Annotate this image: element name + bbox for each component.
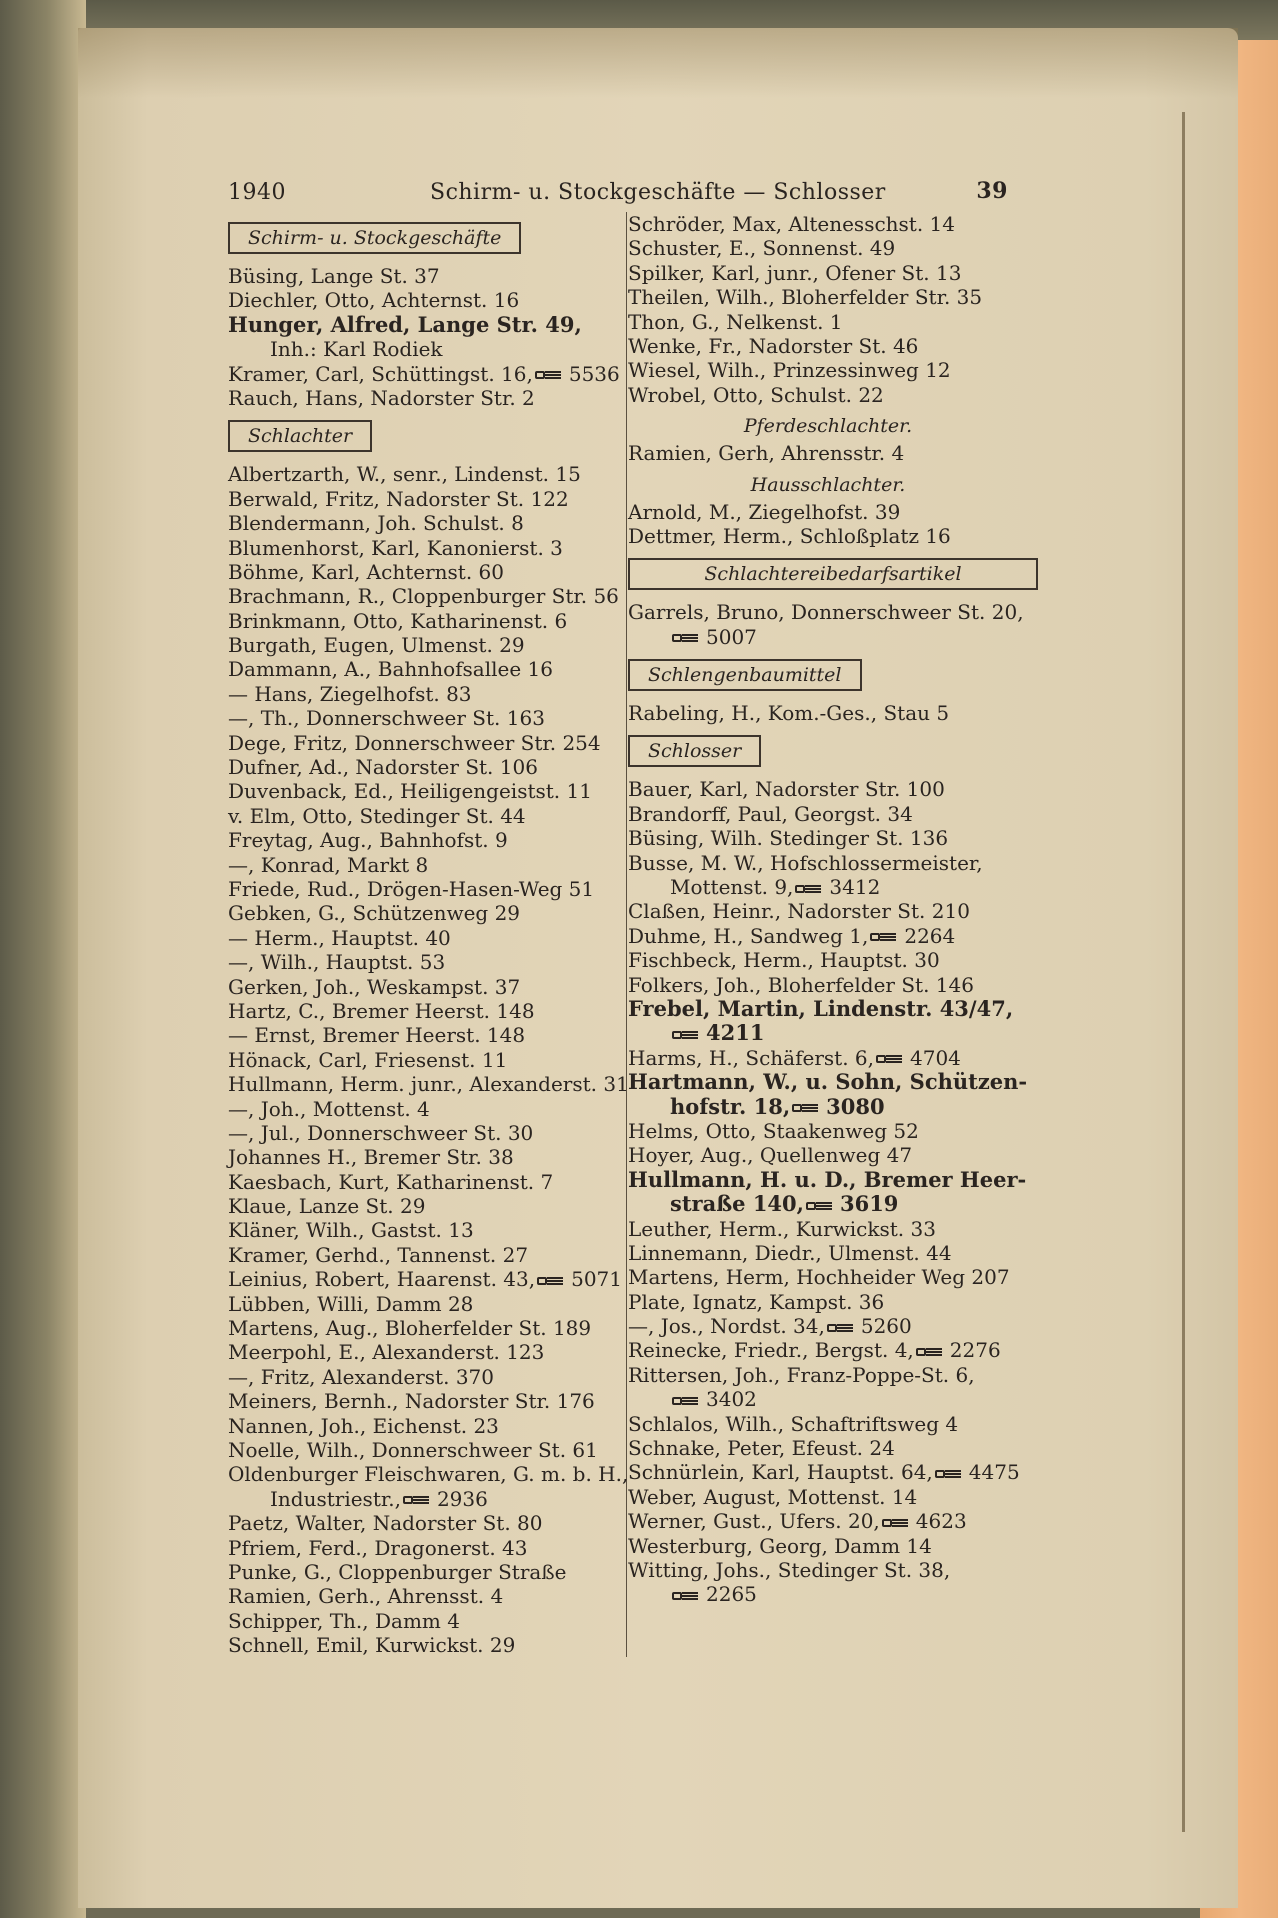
entry-text: Rabeling, H., Kom.-Ges., Stau 5: [628, 701, 950, 726]
telephone-icon: [795, 883, 823, 895]
directory-entry: [628, 1412, 1028, 1436]
entry-text: Thon, G., Nelkenst. 1: [628, 309, 843, 334]
entry-text: —, Konrad, Markt 8: [228, 852, 429, 877]
directory-entry: [228, 1194, 618, 1218]
entry-text: Hullmann, H. u. D., Bremer Heer-: [628, 1166, 1027, 1192]
entry-text: Helms, Otto, Staakenweg 52: [628, 1118, 919, 1143]
entry-text: Gerken, Joh., Weskampst. 37: [228, 974, 521, 999]
telephone-icon: [672, 1029, 700, 1041]
entry-text: — Herm., Hauptst. 40: [228, 925, 451, 950]
directory-entry: [628, 1119, 1028, 1143]
entry-text: Schnake, Peter, Efeust. 24: [628, 1436, 895, 1461]
entry-text: Lübben, Willi, Damm 28: [228, 1291, 474, 1316]
phone-number: 3619: [839, 1191, 899, 1217]
directory-entry: [628, 261, 1028, 285]
directory-entry: [228, 1316, 618, 1340]
section-heading: [628, 649, 1028, 701]
subsection-heading: Hausschlachter.: [750, 473, 906, 496]
entry-text: —, Fritz, Alexanderst. 370: [228, 1364, 494, 1389]
entry-text: Brandorff, Paul, Georgst. 34: [628, 801, 913, 826]
directory-entry: [228, 1145, 618, 1169]
directory-entry: [228, 264, 618, 288]
entry-text: Linnemann, Diedr., Ulmenst. 44: [628, 1240, 952, 1265]
directory-entry: [628, 777, 1028, 801]
phone-number: 5071: [571, 1267, 622, 1292]
directory-entry: [628, 875, 1028, 899]
section-heading: [228, 212, 618, 264]
entry-text: Kläner, Wilh., Gastst. 13: [228, 1218, 474, 1243]
entry-text: Nannen, Joh., Eichenst. 23: [228, 1413, 499, 1438]
directory-entry: [228, 1438, 618, 1462]
directory-entry: [228, 313, 618, 337]
entry-text: —, Jos., Nordst. 34,: [628, 1314, 825, 1339]
entry-text: Mottenst. 9,: [670, 875, 794, 900]
entry-text: Wrobel, Otto, Schulst. 22: [628, 382, 884, 407]
entry-text: Hartmann, W., u. Sohn, Schützen-: [628, 1069, 1028, 1095]
directory-entry: [228, 511, 618, 535]
directory-entry: [228, 853, 618, 877]
phone-number: 4623: [915, 1509, 967, 1534]
directory-entry: [228, 1121, 618, 1145]
directory-entry: [628, 1363, 1028, 1387]
directory-entry: [228, 950, 618, 974]
phone-number: 3412: [829, 875, 881, 900]
entry-text: Rittersen, Joh., Franz-Poppe-St. 6,: [628, 1362, 975, 1387]
directory-entry: [228, 1609, 618, 1633]
directory-entry: [628, 1460, 1028, 1484]
directory-entry: [628, 500, 1028, 524]
directory-entry: [228, 779, 618, 803]
book-spine-edge: [0, 0, 86, 1918]
entry-text: Leinius, Robert, Haarenst. 43,: [228, 1267, 536, 1292]
telephone-icon: [672, 1395, 700, 1407]
entry-text: Bauer, Karl, Nadorster Str. 100: [628, 777, 945, 802]
directory-entry: [228, 1511, 618, 1535]
directory-entry: [228, 1487, 618, 1511]
entry-text: Meerpohl, E., Alexanderst. 123: [228, 1340, 545, 1365]
directory-entry: [228, 1560, 618, 1584]
header-title: Schirm- u. Stockgeschäfte — Schlosser: [430, 180, 886, 205]
directory-entry: [228, 1365, 618, 1389]
entry-text: Schnell, Emil, Kurwickst. 29: [228, 1633, 516, 1658]
right-column: [628, 212, 1028, 1607]
section-heading-label: Schirm- u. Stockgeschäfte: [228, 222, 521, 254]
entry-text: Blumenhorst, Karl, Kanonierst. 3: [228, 535, 563, 560]
directory-entry: [628, 1046, 1028, 1070]
entry-text: Weber, August, Mottenst. 14: [628, 1484, 918, 1509]
entry-text: Punke, G., Cloppenburger Straße: [228, 1559, 567, 1584]
directory-entry: [628, 212, 1028, 236]
entry-text: Hartz, C., Bremer Heerst. 148: [228, 998, 535, 1023]
entry-text: Ramien, Gerh., Ahrensst. 4: [228, 1584, 504, 1609]
entry-text: Busse, M. W., Hofschlossermeister,: [628, 850, 983, 875]
directory-entry: [628, 1217, 1028, 1241]
directory-entry: [228, 584, 618, 608]
directory-entry: [628, 1509, 1028, 1533]
directory-entry: [628, 334, 1028, 358]
page-header: [228, 176, 1008, 210]
telephone-icon: [870, 931, 898, 943]
entry-text: Spilker, Karl, junr., Ofener St. 13: [628, 260, 962, 285]
directory-entry: [228, 1097, 618, 1121]
entry-text: Kramer, Carl, Schüttingst. 16,: [228, 361, 533, 386]
telephone-icon: [935, 1468, 963, 1480]
entry-text: Hoyer, Aug., Quellenweg 47: [628, 1143, 913, 1168]
directory-entry: [628, 1338, 1028, 1362]
directory-entry: [228, 975, 618, 999]
directory-entry: [228, 536, 618, 560]
telephone-icon: [916, 1346, 944, 1358]
directory-entry: [228, 1389, 618, 1413]
entry-text: Schlalos, Wilh., Schaftriftsweg 4: [628, 1411, 959, 1436]
directory-entry: [228, 1218, 618, 1242]
header-year: 1940: [228, 180, 286, 205]
phone-number: 4475: [968, 1460, 1020, 1485]
entry-text: Wiesel, Wilh., Prinzessinweg 12: [628, 358, 951, 383]
entry-text: Dammann, A., Bahnhofsallee 16: [228, 657, 553, 682]
directory-entry: [228, 487, 618, 511]
directory-entry: [628, 1095, 1028, 1119]
directory-entry: [628, 236, 1028, 260]
directory-entry: [228, 877, 618, 901]
directory-entry: [228, 609, 618, 633]
entry-text: Werner, Gust., Ufers. 20,: [628, 1509, 880, 1534]
entry-text: Böhme, Karl, Achternst. 60: [228, 559, 504, 584]
entry-text: Frebel, Martin, Lindenstr. 43/47,: [628, 995, 1014, 1021]
entry-text: Oldenburger Fleischwaren, G. m. b. H.,: [228, 1462, 629, 1487]
section-heading: [628, 558, 1028, 590]
entry-text: —, Th., Donnerschweer St. 163: [228, 706, 545, 731]
phone-number: 5536: [568, 361, 620, 386]
entry-text: Gebken, G., Schützenweg 29: [228, 901, 521, 926]
section-heading: [628, 725, 1028, 777]
entry-text: Hunger, Alfred, Lange Str. 49,: [228, 311, 582, 337]
directory-entry: [628, 358, 1028, 382]
directory-entry: [628, 1241, 1028, 1265]
directory-entry: [628, 826, 1028, 850]
entry-text: Hönack, Carl, Friesenst. 11: [228, 1047, 508, 1072]
directory-entry: [228, 1267, 622, 1292]
entry-text: Schipper, Th., Damm 4: [228, 1608, 460, 1633]
entry-text: Dege, Fritz, Donnerschweer Str. 254: [228, 730, 601, 755]
directory-entry: [228, 1170, 618, 1194]
entry-text: Brinkmann, Otto, Katharinenst. 6: [228, 608, 568, 633]
section-heading-label: Schlachtereibedarfsartikel: [628, 558, 1038, 590]
entry-text: Fischbeck, Herm., Hauptst. 30: [628, 948, 940, 973]
directory-entry: [628, 701, 1028, 725]
entry-text: Kaesbach, Kurt, Katharinenst. 7: [228, 1169, 554, 1194]
phone-number: 3402: [706, 1387, 757, 1412]
entry-text: Rauch, Hans, Nadorster Str. 2: [228, 385, 535, 410]
directory-entry: [628, 1314, 1028, 1338]
entry-text: Plate, Ignatz, Kampst. 36: [628, 1289, 885, 1314]
entry-text: Reinecke, Friedr., Bergst. 4,: [628, 1338, 914, 1363]
directory-entry: [228, 804, 618, 828]
directory-entry: [228, 1292, 618, 1316]
subsection-heading: Pferdeschlachter.: [743, 415, 913, 438]
directory-entry: [228, 288, 618, 312]
entry-text: Dufner, Ad., Nadorster St. 106: [228, 755, 538, 780]
phone-number: 2265: [706, 1582, 757, 1607]
directory-entry: [228, 1243, 618, 1267]
telephone-icon: [806, 1200, 834, 1212]
entry-text: Noelle, Wilh., Donnerschweer St. 61: [228, 1437, 598, 1462]
entry-text: Wenke, Fr., Nadorster St. 46: [628, 333, 919, 358]
directory-entry: [628, 1485, 1028, 1509]
directory-entry: [228, 999, 618, 1023]
entry-text: Martens, Aug., Bloherfelder St. 189: [228, 1316, 592, 1341]
directory-entry: [628, 1265, 1028, 1289]
directory-entry: [628, 1436, 1028, 1460]
column-divider: [626, 212, 627, 1657]
entry-text: Johannes H., Bremer Str. 38: [228, 1145, 514, 1170]
directory-entry: [628, 600, 1028, 624]
entry-text: Büsing, Wilh. Stedinger St. 136: [628, 826, 949, 851]
directory-entry: [228, 1584, 618, 1608]
entry-text: Schnürlein, Karl, Hauptst. 64,: [628, 1460, 933, 1485]
entry-text: —, Wilh., Hauptst. 53: [228, 950, 446, 975]
entry-text: Meiners, Bernh., Nadorster Str. 176: [228, 1389, 595, 1414]
entry-text: Hullmann, Herm. junr., Alexanderst. 31: [228, 1072, 629, 1097]
directory-entry: [228, 337, 618, 361]
telephone-icon: [535, 369, 563, 381]
directory-entry: [228, 1462, 629, 1487]
directory-entry: [228, 657, 618, 681]
entry-text: Schuster, E., Sonnenst. 49: [628, 236, 896, 261]
directory-entry: [228, 1536, 618, 1560]
entry-text: Theilen, Wilh., Bloherfelder Str. 35: [628, 285, 983, 310]
entry-text: v. Elm, Otto, Stedinger St. 44: [228, 803, 526, 828]
directory-entry: [628, 1070, 1028, 1094]
directory-entry: [228, 1048, 618, 1072]
section-heading-label: Schlengenbaumittel: [628, 659, 862, 691]
entry-text: Freytag, Aug., Bahnhofst. 9: [228, 828, 508, 853]
phone-number: 2936: [436, 1486, 488, 1511]
entry-text: Schröder, Max, Altenesschst. 14: [628, 212, 956, 236]
section-heading-label: Schlosser: [628, 735, 761, 767]
entry-text: —, Joh., Mottenst. 4: [228, 1096, 430, 1121]
directory-entry: [228, 1633, 618, 1657]
entry-text: Harms, H., Schäferst. 6,: [628, 1045, 874, 1070]
directory-entry: [228, 1072, 629, 1097]
directory-entry: [628, 1021, 1028, 1045]
phone-number: 5007: [706, 624, 757, 649]
entry-text: Witting, Johs., Stedinger St. 38,: [628, 1557, 951, 1582]
phone-number: 4704: [910, 1045, 961, 1070]
telephone-icon: [672, 632, 700, 644]
directory-entry: [628, 997, 1028, 1021]
phone-number: 4211: [706, 1020, 765, 1046]
phone-number: 2264: [904, 923, 956, 948]
entry-text: — Ernst, Bremer Heerst. 148: [228, 1023, 526, 1048]
entry-text: Berwald, Fritz, Nadorster St. 122: [228, 486, 569, 511]
entry-text: Friede, Rud., Drögen-Hasen-Weg 51: [228, 876, 595, 901]
entry-text: Duvenback, Ed., Heiligengeistst. 11: [228, 779, 592, 804]
phone-number: 5260: [860, 1314, 912, 1339]
entry-text: Garrels, Bruno, Donnerschweer St. 20,: [628, 600, 1024, 625]
telephone-icon: [403, 1494, 431, 1506]
directory-entry: [228, 386, 618, 410]
directory-entry: [628, 802, 1028, 826]
directory-entry: [628, 1290, 1028, 1314]
entry-text: Claßen, Heinr., Nadorster St. 210: [628, 899, 970, 924]
directory-entry: [228, 755, 618, 779]
entry-text: Brachmann, R., Cloppenburger Str. 56: [228, 584, 619, 609]
entry-text: Pfriem, Ferd., Dragonerst. 43: [228, 1535, 528, 1560]
directory-entry: [228, 1340, 618, 1364]
directory-entry: [628, 973, 1028, 997]
telephone-icon: [537, 1275, 565, 1287]
directory-entry: [228, 926, 618, 950]
telephone-icon: [792, 1102, 820, 1114]
entry-text: Büsing, Lange St. 37: [228, 264, 440, 288]
directory-entry: [628, 441, 1028, 465]
entry-text: Duhme, H., Sandweg 1,: [628, 923, 869, 948]
directory-entry: [628, 1168, 1028, 1192]
directory-entry: [228, 731, 618, 755]
directory-entry: [628, 1534, 1028, 1558]
directory-entry: [628, 383, 1028, 407]
telephone-icon: [827, 1322, 855, 1334]
directory-entry: [228, 462, 618, 486]
entry-text: hofstr. 18,: [670, 1093, 791, 1119]
directory-entry: [228, 901, 618, 925]
directory-entry: [628, 924, 1028, 948]
entry-text: — Hans, Ziegelhofst. 83: [228, 681, 472, 706]
page-top-shadow: [78, 28, 1238, 98]
entry-text: Dettmer, Herm., Schloßplatz 16: [628, 523, 951, 548]
directory-entry: [628, 851, 1028, 875]
directory-entry: [628, 1582, 1028, 1606]
page-edge-line: [1182, 112, 1185, 1832]
entry-text: Folkers, Joh., Bloherfelder St. 146: [628, 972, 974, 997]
entry-text: Blendermann, Joh. Schulst. 8: [228, 511, 524, 536]
entry-text: Inh.: Karl Rodiek: [270, 337, 443, 362]
directory-entry: [228, 1023, 618, 1047]
directory-entry: [628, 625, 1028, 649]
directory-entry: [228, 1414, 618, 1438]
entry-text: Arnold, M., Ziegelhofst. 39: [628, 499, 901, 524]
entry-text: Westerburg, Georg, Damm 14: [628, 1533, 932, 1558]
left-column: [228, 212, 629, 1658]
directory-entry: [628, 1192, 1028, 1216]
directory-entry: [228, 682, 618, 706]
directory-entry: [228, 362, 618, 386]
entry-text: Martens, Herm, Hochheider Weg 207: [628, 1265, 1010, 1290]
entry-text: Leuther, Herm., Kurwickst. 33: [628, 1216, 936, 1241]
phone-number: 2276: [949, 1338, 1001, 1363]
directory-entry: [228, 828, 618, 852]
entry-text: Ramien, Gerh, Ahrensstr. 4: [628, 441, 905, 466]
directory-entry: [228, 706, 618, 730]
directory-entry: [628, 285, 1028, 309]
directory-entry: [228, 633, 618, 657]
directory-entry: [628, 1558, 1028, 1582]
entry-text: Industriestr.,: [270, 1486, 401, 1511]
entry-text: straße 140,: [670, 1191, 804, 1217]
telephone-icon: [672, 1590, 700, 1602]
entry-text: —, Jul., Donnerschweer St. 30: [228, 1120, 534, 1145]
entry-text: Albertzarth, W., senr., Lindenst. 15: [228, 462, 581, 487]
directory-entry: [628, 948, 1028, 972]
directory-entry: [628, 899, 1028, 923]
telephone-icon: [876, 1053, 904, 1065]
entry-text: Paetz, Walter, Nadorster St. 80: [228, 1511, 543, 1536]
directory-entry: [228, 560, 618, 584]
directory-entry: [628, 524, 1028, 548]
entry-text: Burgath, Eugen, Ulmenst. 29: [228, 633, 525, 658]
telephone-icon: [882, 1517, 910, 1529]
directory-entry: [628, 1143, 1028, 1167]
phone-number: 3080: [826, 1093, 885, 1119]
page-number: 39: [976, 178, 1008, 204]
directory-entry: [628, 310, 1028, 334]
section-heading-label: Schlachter: [228, 420, 372, 452]
entry-text: Klaue, Lanze St. 29: [228, 1194, 426, 1219]
section-heading: [228, 410, 618, 462]
entry-text: Diechler, Otto, Achternst. 16: [228, 288, 520, 313]
entry-text: Kramer, Gerhd., Tannenst. 27: [228, 1242, 529, 1267]
directory-entry: [628, 1387, 1028, 1411]
